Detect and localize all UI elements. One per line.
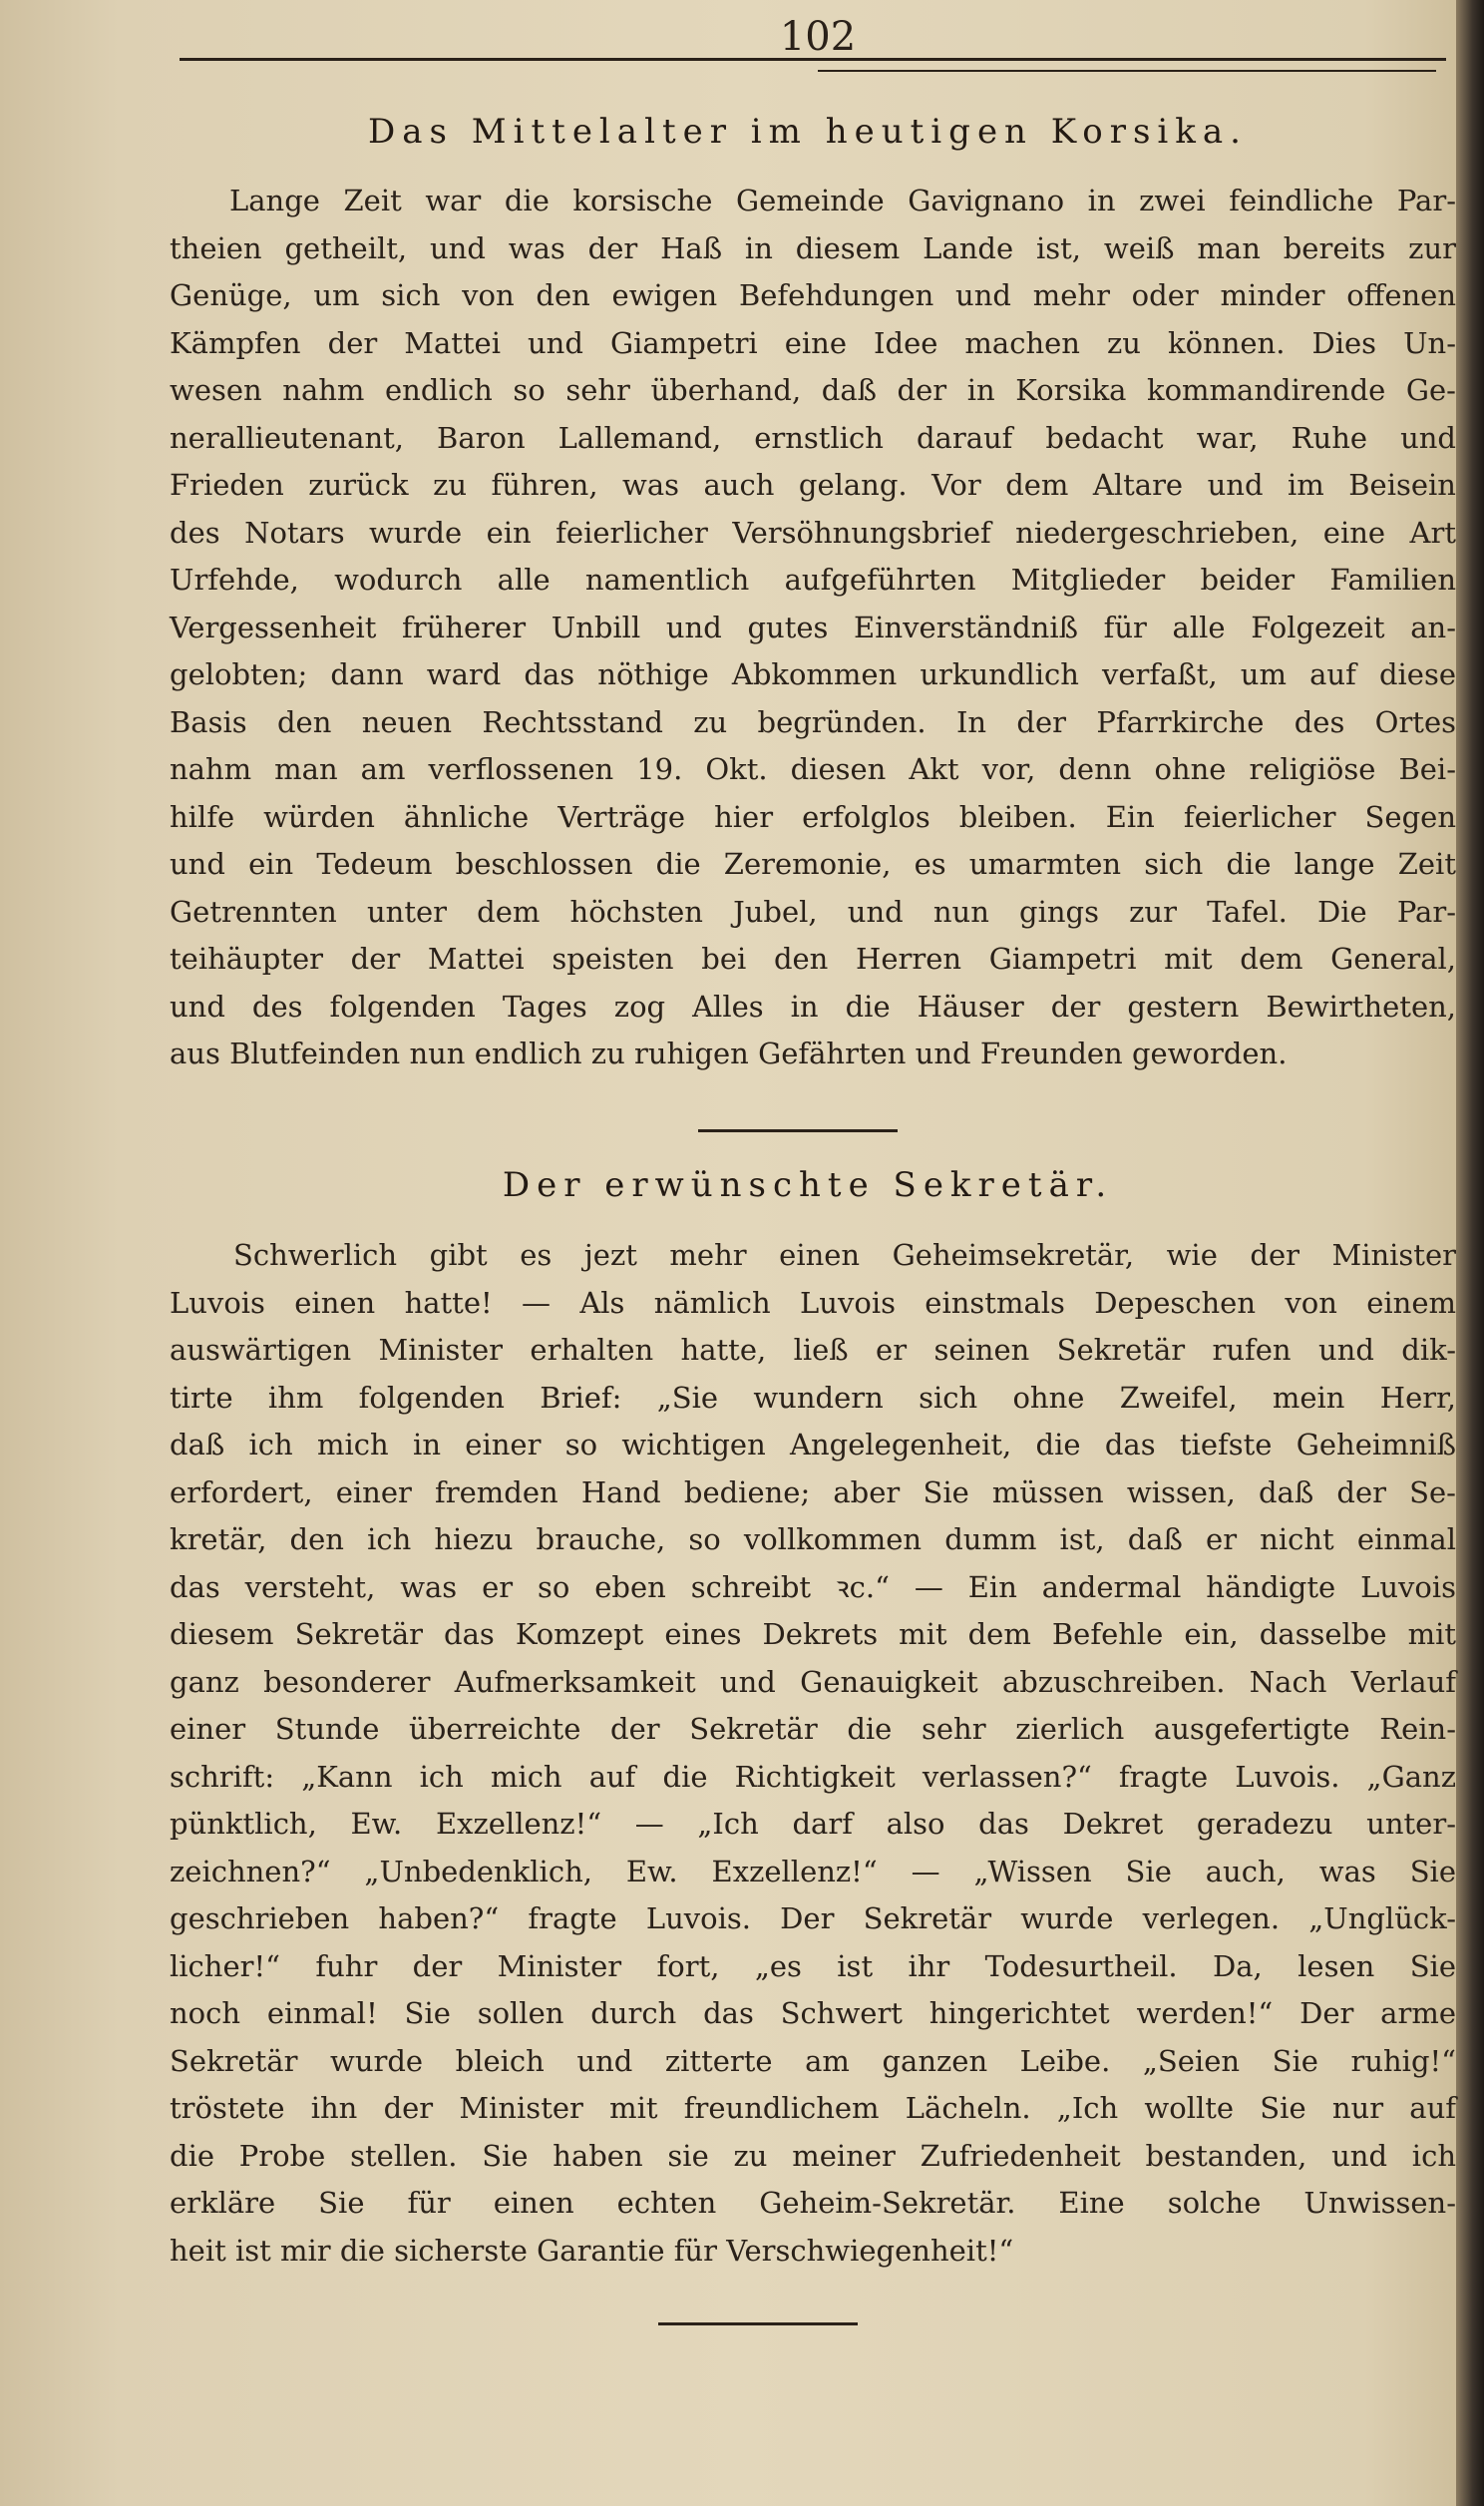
text-line: Basis den neuen Rechtsstand zu begründen. In der Pfarrkirche des Ortes bbox=[170, 704, 1456, 739]
text-line: tirte ihm folgenden Brief: „Sie wundern sich ohne Zweifel, mein Herr, bbox=[170, 1380, 1456, 1415]
text-line: das versteht, was er so eben schreibt ꝛc.“ — Ein andermal händigte Luvois bbox=[170, 1569, 1456, 1604]
text-line: und des folgenden Tages zog Alles in die Häuser der gestern Bewirtheten, bbox=[170, 989, 1456, 1024]
text-line: heit ist mir die sicherste Garantie für Verschwiegenheit!“ bbox=[170, 2233, 1014, 2268]
text-line: theien getheilt, und was der Haß in diesem Lande ist, weiß man bereits zur bbox=[170, 230, 1456, 265]
text-line: teihäupter der Mattei speisten bei den Herren Giampetri mit dem General, bbox=[170, 942, 1456, 976]
text-line: erkläre Sie für einen echten Geheim-Sekretär. Eine solche Unwissen- bbox=[170, 2186, 1456, 2220]
text-line: erfordert, einer fremden Hand bediene; aber Sie müssen wissen, daß der Se- bbox=[170, 1474, 1456, 1509]
text-line: kretär, den ich hiezu brauche, so vollkommen dumm ist, daß er nicht einmal bbox=[170, 1522, 1456, 1556]
end-divider bbox=[658, 2322, 858, 2325]
text-line: Genüge, um sich von den ewigen Befehdungen und mehr oder minder offenen bbox=[170, 278, 1456, 312]
text-line: Getrennten unter dem höchsten Jubel, und nun gings zur Tafel. Die Par- bbox=[170, 894, 1456, 929]
text-line: und ein Tedeum beschlossen die Zeremonie, es umarmten sich die lange Zeit bbox=[170, 847, 1456, 881]
text-line: Schwerlich gibt es jezt mehr einen Geheimsekretär, wie der Minister bbox=[233, 1238, 1456, 1272]
text-line: gelobten; dann ward das nöthige Abkommen urkundlich verfaßt, um auf diese bbox=[170, 657, 1456, 691]
text-line: Kämpfen der Mattei und Giampetri eine Idee machen zu können. Dies Un- bbox=[170, 325, 1456, 360]
text-line: aus Blutfeinden nun endlich zu ruhigen Gefährten und Freunden geworden. bbox=[170, 1037, 1288, 1070]
text-line: wesen nahm endlich so sehr überhand, daß der in Korsika kommandirende Ge- bbox=[170, 373, 1456, 407]
text-line: daß ich mich in einer so wichtigen Angelegenheit, die das tiefste Geheimniß bbox=[170, 1428, 1456, 1462]
text-line: licher!“ fuhr der Minister fort, „es ist ihr Todesurtheil. Da, lesen Sie bbox=[170, 1948, 1456, 1983]
article-title-corsica: Das Mittelalter im heutigen Korsika. bbox=[368, 112, 1248, 152]
page-number: 102 bbox=[779, 14, 857, 60]
text-line: des Notars wurde ein feierlicher Versöhnungsbrief niedergeschrieben, eine Art bbox=[170, 515, 1456, 550]
text-line: pünktlich, Ew. Exzellenz!“ — „Ich darf also das Dekret geradezu unter- bbox=[170, 1807, 1456, 1841]
section-divider bbox=[698, 1129, 898, 1132]
text-line: schrift: „Kann ich mich auf die Richtigkeit verlassen?“ fragte Luvois. „Ganz bbox=[170, 1759, 1456, 1794]
article-body-secretary bbox=[170, 1232, 1456, 2275]
book-spine-shadow bbox=[1456, 0, 1484, 2506]
text-line: die Probe stellen. Sie haben sie zu meiner Zufriedenheit bestanden, und ich bbox=[170, 2138, 1456, 2173]
text-line: geschrieben haben?“ fragte Luvois. Der Sekretär wurde verlegen. „Unglück- bbox=[170, 1901, 1456, 1935]
text-line: ganz besonderer Aufmerksamkeit und Genauigkeit abzuschreiben. Nach Verlauf bbox=[170, 1664, 1456, 1699]
text-line: Frieden zurück zu führen, was auch gelang. Vor dem Altare und im Beisein bbox=[170, 468, 1456, 502]
header-rule bbox=[180, 58, 1446, 61]
text-line: zeichnen?“ „Unbedenklich, Ew. Exzellenz!“ — „Wissen Sie auch, was Sie bbox=[170, 1854, 1456, 1888]
text-line: Sekretär wurde bleich und zitterte am ganzen Leibe. „Seien Sie ruhig!“ bbox=[170, 2043, 1456, 2078]
text-line: tröstete ihn der Minister mit freundlichem Lächeln. „Ich wollte Sie nur auf bbox=[170, 2091, 1456, 2125]
text-line: Luvois einen hatte! — Als nämlich Luvois einstmals Depeschen von einem bbox=[170, 1285, 1456, 1320]
text-line: auswärtigen Minister erhalten hatte, ließ er seinen Sekretär rufen und dik- bbox=[170, 1333, 1456, 1367]
article-title-secretary: Der erwünschte Sekretär. bbox=[502, 1165, 1114, 1205]
text-line: Vergessenheit früherer Unbill und gutes Einverständniß für alle Folgezeit an- bbox=[170, 610, 1456, 644]
text-line: einer Stunde überreichte der Sekretär die sehr zierlich ausgefertigte Rein- bbox=[170, 1712, 1456, 1746]
text-line: diesem Sekretär das Komzept eines Dekrets mit dem Befehle ein, dasselbe mit bbox=[170, 1617, 1456, 1651]
text-line: nerallieutenant, Baron Lallemand, ernstlich darauf bedacht war, Ruhe und bbox=[170, 420, 1456, 455]
article-body-corsica bbox=[170, 178, 1456, 1078]
header-rule-secondary bbox=[818, 70, 1436, 72]
text-line: Lange Zeit war die korsische Gemeinde Gavignano in zwei feindliche Par- bbox=[229, 184, 1456, 217]
text-line: nahm man am verflossenen 19. Okt. diesen Akt vor, denn ohne religiöse Bei- bbox=[170, 752, 1456, 786]
text-line: hilfe würden ähnliche Verträge hier erfolglos bleiben. Ein feierlicher Segen bbox=[170, 799, 1456, 834]
text-line: noch einmal! Sie sollen durch das Schwert hingerichtet werden!“ Der arme bbox=[170, 1996, 1456, 2030]
text-line: Urfehde, wodurch alle namentlich aufgeführten Mitglieder beider Familien bbox=[170, 563, 1456, 597]
